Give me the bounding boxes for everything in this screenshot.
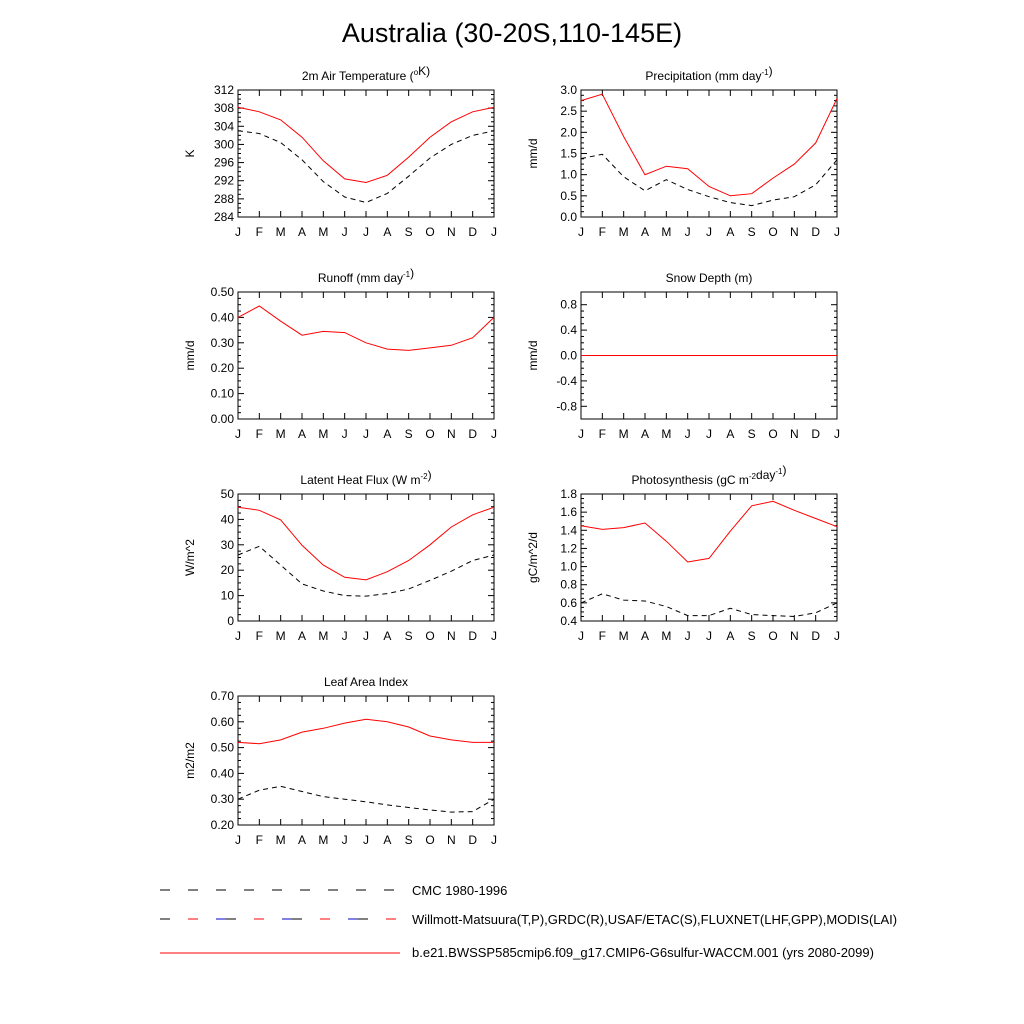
x-tick-label: J [834, 225, 840, 239]
y-tick-label: 1.8 [560, 487, 577, 501]
y-tick-label: 288 [213, 191, 234, 206]
chart-title: Latent Heat Flux (W $m^{-2}$) [300, 468, 432, 487]
x-tick-label: M [661, 225, 672, 239]
y-tick-label: 312 [213, 83, 234, 97]
series-line-model [581, 501, 837, 562]
series-line-model [238, 306, 494, 350]
x-tick-label: F [598, 629, 607, 643]
chart-panel-2 [526, 64, 840, 239]
x-tick-label: S [404, 225, 413, 239]
figure-title: Australia (30-20S,110-145E) [341, 18, 683, 48]
x-tick-label: J [491, 833, 497, 847]
x-tick-label: J [363, 225, 369, 239]
x-tick-label: J [578, 225, 584, 239]
y-tick-label: 0.10 [210, 386, 234, 401]
chart-title: Runoff (mm day$^{-1}$) [317, 266, 415, 285]
x-tick-label: O [425, 629, 435, 643]
chart-panel-4 [526, 271, 840, 441]
x-tick-label: J [578, 427, 584, 441]
y-tick-label: 0.6 [560, 595, 577, 610]
x-tick-label: J [235, 427, 241, 441]
x-tick-label: A [640, 427, 650, 441]
x-tick-label: J [684, 427, 691, 441]
x-tick-label: D [468, 225, 478, 239]
x-tick-label: J [341, 833, 348, 847]
series-line-obs [581, 594, 837, 617]
chart-panel-7 [183, 675, 497, 847]
x-tick-label: S [404, 629, 413, 643]
x-tick-label: J [235, 225, 241, 239]
chart-panel-5 [183, 468, 497, 643]
x-tick-label: J [578, 629, 584, 643]
series-line-model [238, 719, 494, 744]
y-tick-label: 292 [213, 173, 234, 188]
x-tick-label: A [297, 427, 307, 441]
x-tick-label: M [318, 833, 329, 847]
y-tick-label: 0.8 [560, 297, 577, 312]
x-tick-label: A [297, 629, 307, 643]
y-tick-label: 0.0 [560, 348, 577, 363]
y-tick-label: 1.2 [560, 541, 577, 556]
x-tick-label: O [768, 225, 778, 239]
x-tick-label: O [425, 427, 435, 441]
x-tick-label: F [255, 833, 264, 847]
legend-label-cmc: CMC 1980-1996 [412, 883, 508, 898]
x-tick-label: J [363, 629, 369, 643]
y-tick-label: 0.70 [210, 689, 234, 703]
x-tick-label: N [446, 833, 456, 847]
x-tick-label: J [491, 629, 497, 643]
y-tick-label: 0.50 [210, 285, 234, 299]
x-tick-label: S [404, 427, 413, 441]
x-tick-label: F [255, 629, 264, 643]
x-tick-label: A [383, 629, 392, 643]
x-tick-label: O [768, 629, 778, 643]
y-tick-label: 1.0 [560, 559, 577, 574]
chart-title: 2m Air Temperature ($^o$K) [301, 64, 431, 83]
x-tick-label: F [255, 225, 264, 239]
y-tick-label: 1.0 [560, 167, 577, 182]
y-tick-label: 0.00 [210, 412, 234, 426]
y-tick-label: 10 [220, 588, 234, 603]
x-tick-label: S [747, 225, 756, 239]
x-tick-label: N [789, 629, 799, 643]
series-line-model [581, 94, 837, 196]
x-tick-label: O [768, 427, 778, 441]
x-tick-label: M [275, 833, 286, 847]
x-tick-label: M [661, 629, 672, 643]
x-tick-label: J [491, 427, 497, 441]
x-tick-label: J [684, 225, 691, 239]
chart-title: Precipitation (mm day$^{-1}$) [645, 64, 773, 83]
x-tick-label: J [834, 629, 840, 643]
series-line-obs [581, 154, 837, 205]
y-axis-label: gC/m^2/d [526, 532, 540, 583]
x-tick-label: J [341, 427, 348, 441]
x-tick-label: J [235, 629, 241, 643]
plot-frame [238, 90, 494, 217]
x-tick-label: S [404, 833, 413, 847]
y-tick-label: 20 [220, 563, 234, 578]
chart-title: Snow Depth (m) [665, 271, 753, 285]
x-tick-label: J [706, 427, 712, 441]
x-tick-label: M [275, 427, 286, 441]
y-tick-label: 2.0 [560, 125, 577, 140]
x-tick-label: A [640, 629, 650, 643]
x-tick-label: S [747, 427, 756, 441]
y-tick-label: 0.30 [210, 792, 234, 807]
x-tick-label: M [318, 629, 329, 643]
y-tick-label: 1.5 [560, 146, 577, 161]
x-tick-label: J [235, 833, 241, 847]
y-tick-label: -0.4 [556, 373, 577, 388]
y-tick-label: 1.6 [560, 505, 577, 520]
y-tick-label: 284 [213, 210, 234, 224]
y-tick-label: 0.20 [210, 361, 234, 376]
series-line-obs [238, 546, 494, 596]
x-tick-label: D [811, 629, 821, 643]
plot-frame [238, 494, 494, 621]
y-tick-label: 0.0 [560, 210, 577, 224]
plot-frame [238, 292, 494, 419]
x-tick-label: M [275, 225, 286, 239]
y-axis-label: K [183, 149, 197, 158]
x-tick-label: D [468, 427, 478, 441]
x-tick-label: J [491, 225, 497, 239]
x-tick-label: A [726, 225, 735, 239]
y-axis-label: mm/d [526, 340, 540, 371]
series-line-obs [238, 786, 494, 812]
legend-label-model: b.e21.BWSSP585cmip6.f09_g17.CMIP6-G6sulfur-WACCM.001 (yrs 2080-2099) [412, 945, 874, 960]
series-line-model [238, 107, 494, 182]
y-tick-label: 0.8 [560, 577, 577, 592]
x-tick-label: J [363, 427, 369, 441]
x-tick-label: A [640, 225, 650, 239]
x-tick-label: M [618, 629, 629, 643]
x-tick-label: M [618, 225, 629, 239]
y-axis-label: mm/d [183, 340, 197, 371]
x-tick-label: N [446, 225, 456, 239]
x-tick-label: J [706, 629, 712, 643]
x-tick-label: J [684, 629, 691, 643]
x-tick-label: O [425, 225, 435, 239]
y-axis-label: W/m^2 [183, 539, 197, 576]
x-tick-label: A [726, 629, 735, 643]
y-tick-label: 1.4 [560, 523, 577, 538]
y-tick-label: 0.60 [210, 714, 234, 729]
y-tick-label: 308 [213, 101, 234, 116]
x-tick-label: N [446, 427, 456, 441]
chart-panel-1 [183, 64, 497, 239]
x-tick-label: A [726, 427, 735, 441]
x-tick-label: M [318, 225, 329, 239]
x-tick-label: A [297, 833, 307, 847]
x-tick-label: O [425, 833, 435, 847]
x-tick-label: F [598, 427, 607, 441]
x-tick-label: A [297, 225, 307, 239]
x-tick-label: M [318, 427, 329, 441]
x-tick-label: M [661, 427, 672, 441]
x-tick-label: F [598, 225, 607, 239]
y-axis-label: mm/d [526, 138, 540, 169]
x-tick-label: J [706, 225, 712, 239]
x-tick-label: M [275, 629, 286, 643]
x-tick-label: J [363, 833, 369, 847]
x-tick-label: D [811, 427, 821, 441]
y-tick-label: 2.5 [560, 104, 577, 119]
chart-title: Leaf Area Index [323, 675, 409, 689]
plot-frame [238, 696, 494, 825]
y-tick-label: 0.5 [560, 188, 577, 203]
x-tick-label: F [255, 427, 264, 441]
y-tick-label: 50 [220, 487, 234, 501]
chart-title: Photosynthesis (gC $m^{-2}day^{-1}$) [631, 463, 787, 487]
x-tick-label: A [383, 427, 392, 441]
y-tick-label: 300 [213, 137, 234, 152]
x-tick-label: J [341, 225, 348, 239]
x-tick-label: D [468, 629, 478, 643]
x-tick-label: D [468, 833, 478, 847]
x-tick-label: A [383, 833, 392, 847]
y-tick-label: 0.40 [210, 310, 234, 325]
y-tick-label: 0 [227, 614, 234, 628]
y-tick-label: 0.4 [560, 323, 577, 338]
series-line-obs [238, 131, 494, 203]
y-tick-label: 0.30 [210, 335, 234, 350]
y-tick-label: 304 [213, 119, 234, 134]
x-tick-label: S [747, 629, 756, 643]
x-tick-label: N [446, 629, 456, 643]
y-tick-label: 0.20 [210, 818, 234, 832]
x-tick-label: M [618, 427, 629, 441]
y-tick-label: 296 [213, 155, 234, 170]
y-axis-label: m2/m2 [183, 742, 197, 779]
y-tick-label: -0.8 [556, 399, 577, 414]
y-tick-label: 30 [220, 537, 234, 552]
y-tick-label: 3.0 [560, 83, 577, 97]
y-tick-label: 40 [220, 512, 234, 527]
x-tick-label: N [789, 427, 799, 441]
series-line-model [238, 507, 494, 580]
plot-frame [581, 494, 837, 621]
x-tick-label: N [789, 225, 799, 239]
chart-panel-6 [526, 463, 840, 643]
x-tick-label: A [383, 225, 392, 239]
chart-panel-3 [183, 266, 497, 441]
y-tick-label: 0.40 [210, 766, 234, 781]
x-tick-label: J [341, 629, 348, 643]
y-tick-label: 0.50 [210, 740, 234, 755]
x-tick-label: D [811, 225, 821, 239]
x-tick-label: J [834, 427, 840, 441]
legend-label-obs: Willmott-Matsuura(T,P),GRDC(R),USAF/ETAC(S),FLUXNET(LHF,GPP),MODIS(LAI) [412, 912, 898, 927]
y-tick-label: 0.4 [560, 614, 577, 628]
plot-frame [581, 90, 837, 217]
